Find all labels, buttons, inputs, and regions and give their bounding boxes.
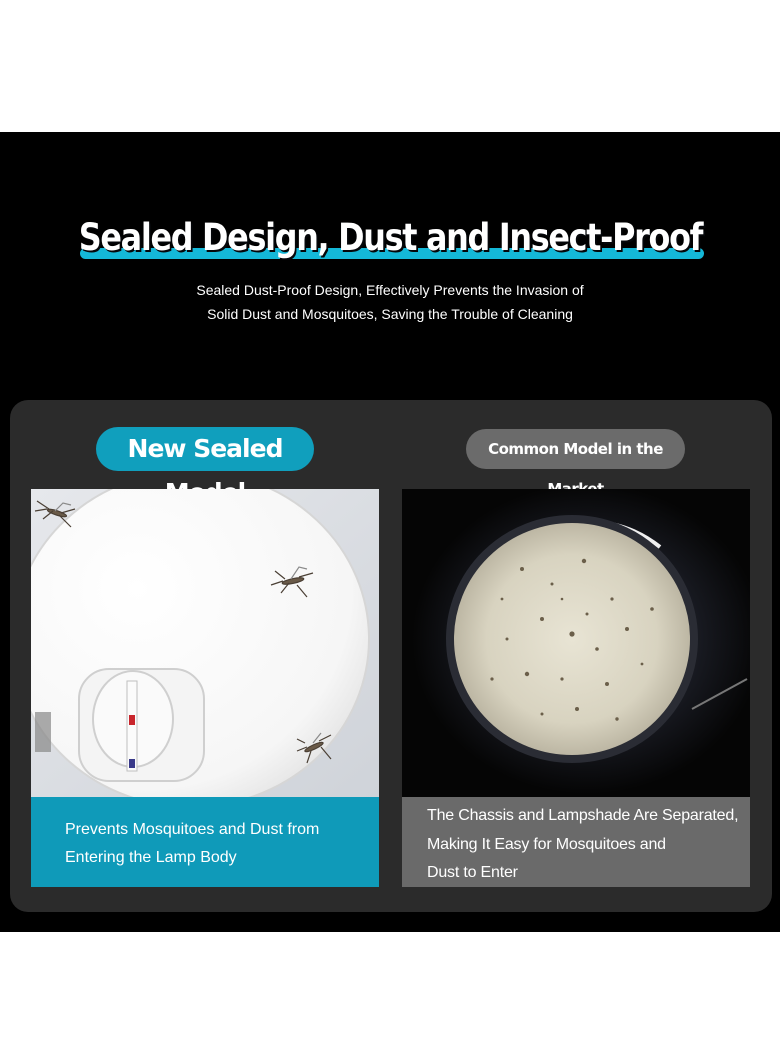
caption-line: Entering the Lamp Body	[65, 849, 237, 866]
headline: Sealed Design, Dust and Insect-Proof	[78, 216, 702, 259]
feature-banner	[0, 132, 780, 932]
spec-label-sticker	[35, 712, 51, 752]
dusty-lampshade	[450, 519, 694, 759]
sealed-lamp-photo	[31, 489, 379, 797]
comparison-panel	[10, 400, 772, 912]
caption-line: The Chassis and Lampshade Are Separated,	[427, 807, 739, 824]
common-lamp-photo	[402, 489, 750, 797]
caption-line: Dust to Enter	[427, 864, 518, 881]
driver-housing-shape	[79, 669, 204, 781]
terminal-connector-shape	[127, 681, 137, 771]
subtitle-line: Sealed Dust-Proof Design, Effectively Prevents the Invasion of	[196, 282, 584, 298]
new-model-caption	[31, 797, 379, 887]
headline-container	[0, 216, 780, 259]
common-model-badge: Common Model in the	[466, 429, 685, 469]
subtitle	[150, 278, 630, 326]
subtitle-line: Solid Dust and Mosquitoes, Saving the Trouble of Cleaning	[207, 306, 573, 322]
new-model-badge: New Sealed	[96, 427, 314, 471]
caption-line: Prevents Mosquitoes and Dust from	[65, 821, 320, 838]
caption-line: Making It Easy for Mosquitoes and	[427, 835, 666, 853]
common-model-caption	[402, 797, 750, 887]
